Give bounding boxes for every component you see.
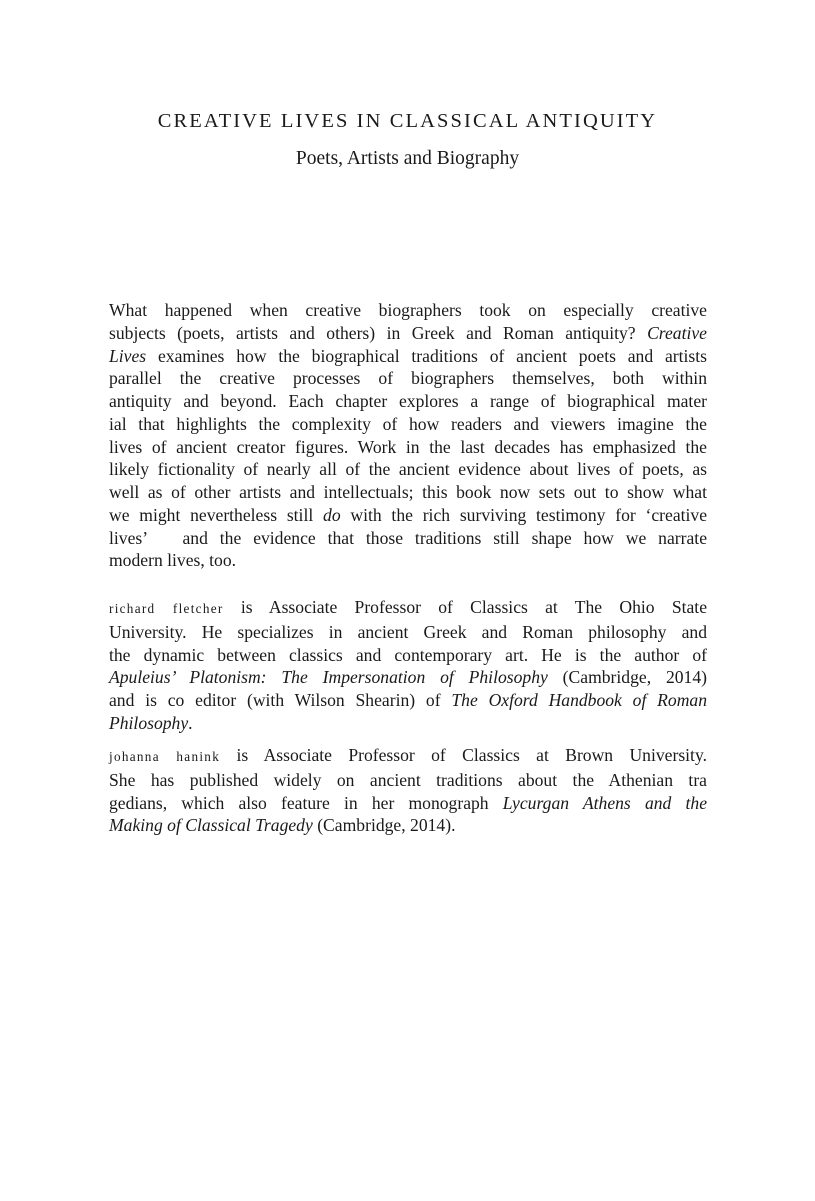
description-line: well as of other artists and intellectuals; this book now sets out to show what [109, 482, 707, 502]
description-line: subjects (poets, artists and others) in Greek and Roman antiquity? Creative [109, 322, 707, 343]
author-bio-fletcher [109, 596, 707, 735]
description-line: lives’ and the evidence that those traditions still shape how we narrate [109, 527, 707, 548]
description-line: ial that highlights the complexity of how readers and viewers imagine the [109, 413, 707, 434]
description-line: parallel the creative processes of biographers themselves, both within [109, 368, 707, 389]
bio-line: Apuleius’ Platonism: The Impersonation of Philosophy (Cambridge, 2014) [109, 667, 708, 688]
description-line: likely fictionality of nearly all of the ancient evidence about lives of poets, as [109, 459, 707, 480]
author-name: richard fletcher [109, 601, 224, 616]
bio-line: the dynamic between classics and contemporary art. He is the author of [109, 644, 707, 665]
bio-line: richard fletcher is Associate Professor of Classics at The Ohio State [109, 597, 708, 617]
bio-line: gedians, which also feature in her monograph Lycurgan Athens and the [109, 792, 707, 813]
bio-line: and is co editor (with Wilson Shearin) of The Oxford Handbook of Roman [109, 690, 707, 710]
description-line: Lives examines how the biographical traditions of ancient poets and artists [109, 345, 707, 366]
bio-line: University. He specializes in ancient Greek and Roman philosophy and [109, 621, 707, 642]
bio-line: Philosophy. [109, 712, 193, 733]
description-line: antiquity and beyond. Each chapter explores a range of biographical mater [109, 391, 707, 411]
author-bio-hanink [109, 744, 707, 837]
book-description [109, 299, 707, 572]
description-line: modern lives, too. [109, 550, 237, 571]
description-line: What happened when creative biographers took on especially creative [109, 300, 707, 320]
book-title: CREATIVE LIVES IN CLASSICAL ANTIQUITY [157, 110, 658, 132]
bio-line: She has published widely on ancient traditions about the Athenian tra [109, 769, 707, 790]
book-subtitle: Poets, Artists and Biography [295, 148, 520, 169]
author-name: johanna hanink [109, 749, 221, 764]
bio-line: Making of Classical Tragedy (Cambridge, 2014). [109, 815, 456, 836]
description-line: we might nevertheless still do with the rich surviving testimony for ‘creative [109, 504, 708, 525]
bio-line: johanna hanink is Associate Professor of Classics at Brown University. [109, 745, 707, 765]
description-line: lives of ancient creator figures. Work in the last decades has emphasized the [109, 436, 707, 457]
